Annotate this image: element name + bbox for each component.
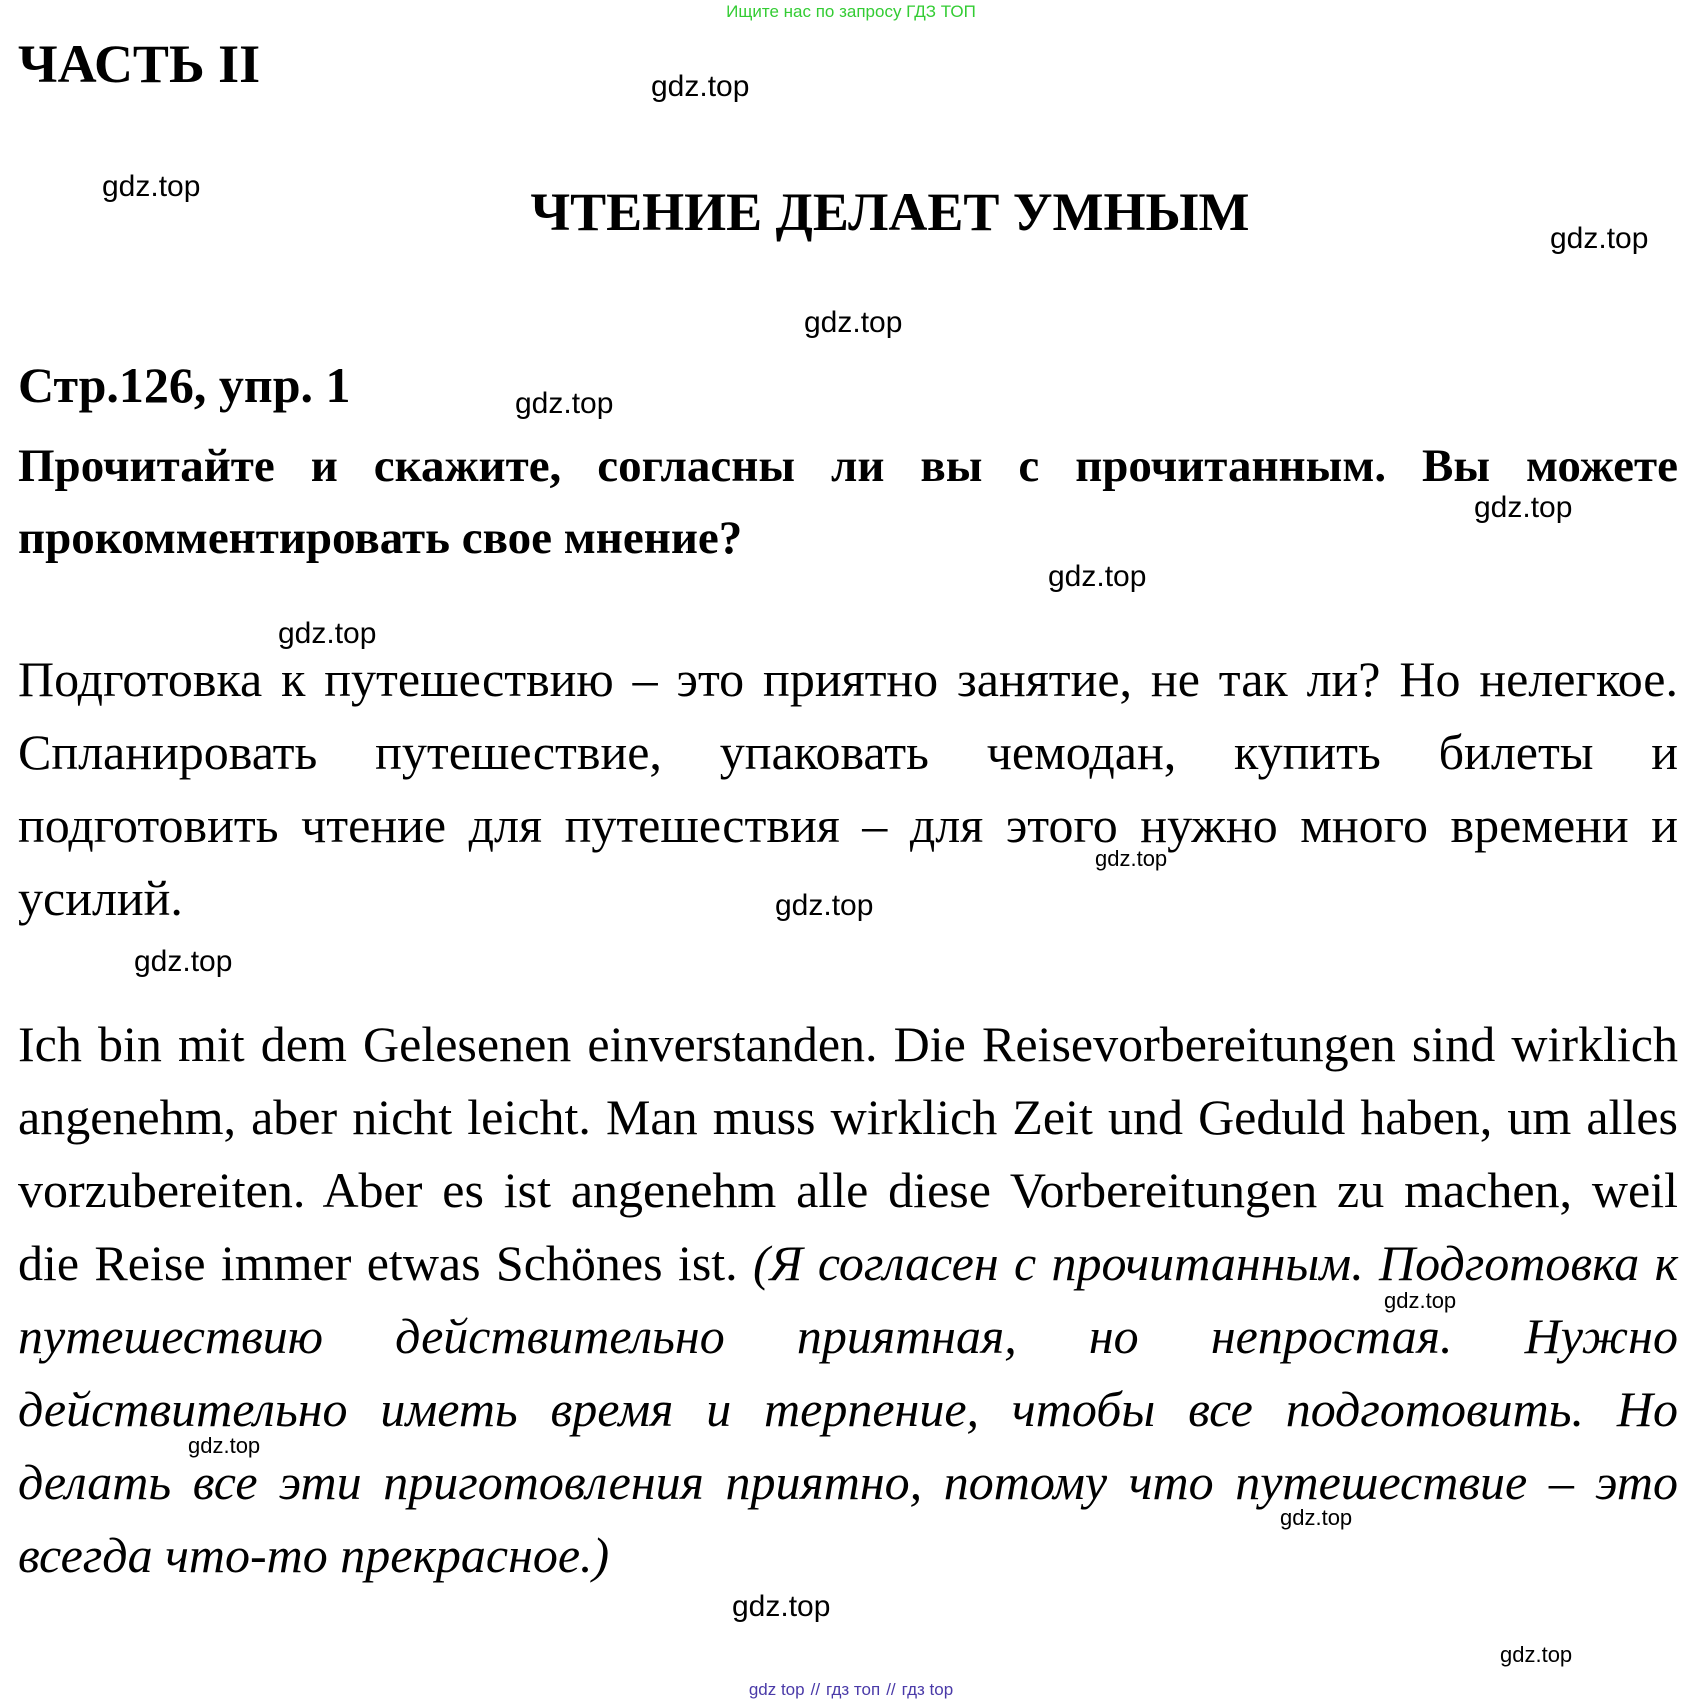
footer-item: gdz top (748, 1680, 805, 1699)
answer-translation: (Я согласен с прочитанным. Подготовка к путешествию действительно приятная, но непростая. Нужно действительно иметь время и терпение, чтобы все подготовить. Но делать все эти приготовления приятно, потому что путешествие – это всегда что-то прекрасное.) (18, 1235, 1679, 1583)
part-title: ЧАСТЬ II (18, 34, 261, 94)
watermark: gdz.top (1474, 491, 1573, 524)
footer-separator: // (886, 1680, 896, 1699)
watermark: gdz.top (1280, 1505, 1353, 1530)
watermark: gdz.top (732, 1590, 831, 1623)
watermark: gdz.top (775, 889, 874, 922)
answer-german: Ich bin mit dem Gelesenen einverstanden. Die Reisevorbereitungen sind wirklich angenehm, aber nicht leicht. Man muss wirklich Zeit und Geduld haben, um alles vorzubereiten. Aber es ist angenehm alle diese Vorbereitungen zu machen, weil die Reise immer etwas Schönes ist. (18, 1016, 1678, 1291)
top-banner: Ищите нас по запросу ГДЗ ТОП (726, 2, 976, 21)
watermark: gdz.top (134, 945, 233, 978)
exercise-heading: Стр.126, упр. 1 (18, 357, 351, 413)
watermark: gdz.top (515, 387, 614, 420)
watermark: gdz.top (804, 306, 903, 339)
exercise-task: Прочитайте и скажите, согласны ли вы с прочитанным. Вы можете прокомментировать свое мнение? (18, 440, 1678, 564)
watermark: gdz.top (651, 70, 750, 103)
footer (0, 1680, 1702, 1700)
watermark: gdz.top (278, 617, 377, 650)
watermark: gdz.top (1095, 846, 1168, 871)
source-text: Подготовка к путешествию – это приятно занятие, не так ли? Но нелегкое. Спланировать путешествие, упаковать чемодан, купить билеты и подготовить чтение для путешествия – для этого нужно много времени и усилий. (18, 651, 1678, 926)
footer-separator: // (810, 1680, 821, 1699)
footer-item: гдз топ (826, 1680, 881, 1699)
watermark: gdz.top (102, 170, 201, 203)
watermark: gdz.top (1048, 560, 1147, 593)
footer-item: гдз top (901, 1680, 954, 1699)
chapter-title: ЧТЕНИЕ ДЕЛАЕТ УМНЫМ (530, 182, 1250, 242)
watermark: gdz.top (1550, 222, 1649, 255)
watermark: gdz.top (1500, 1642, 1573, 1667)
watermark: gdz.top (1384, 1288, 1457, 1313)
watermark: gdz.top (188, 1433, 261, 1458)
